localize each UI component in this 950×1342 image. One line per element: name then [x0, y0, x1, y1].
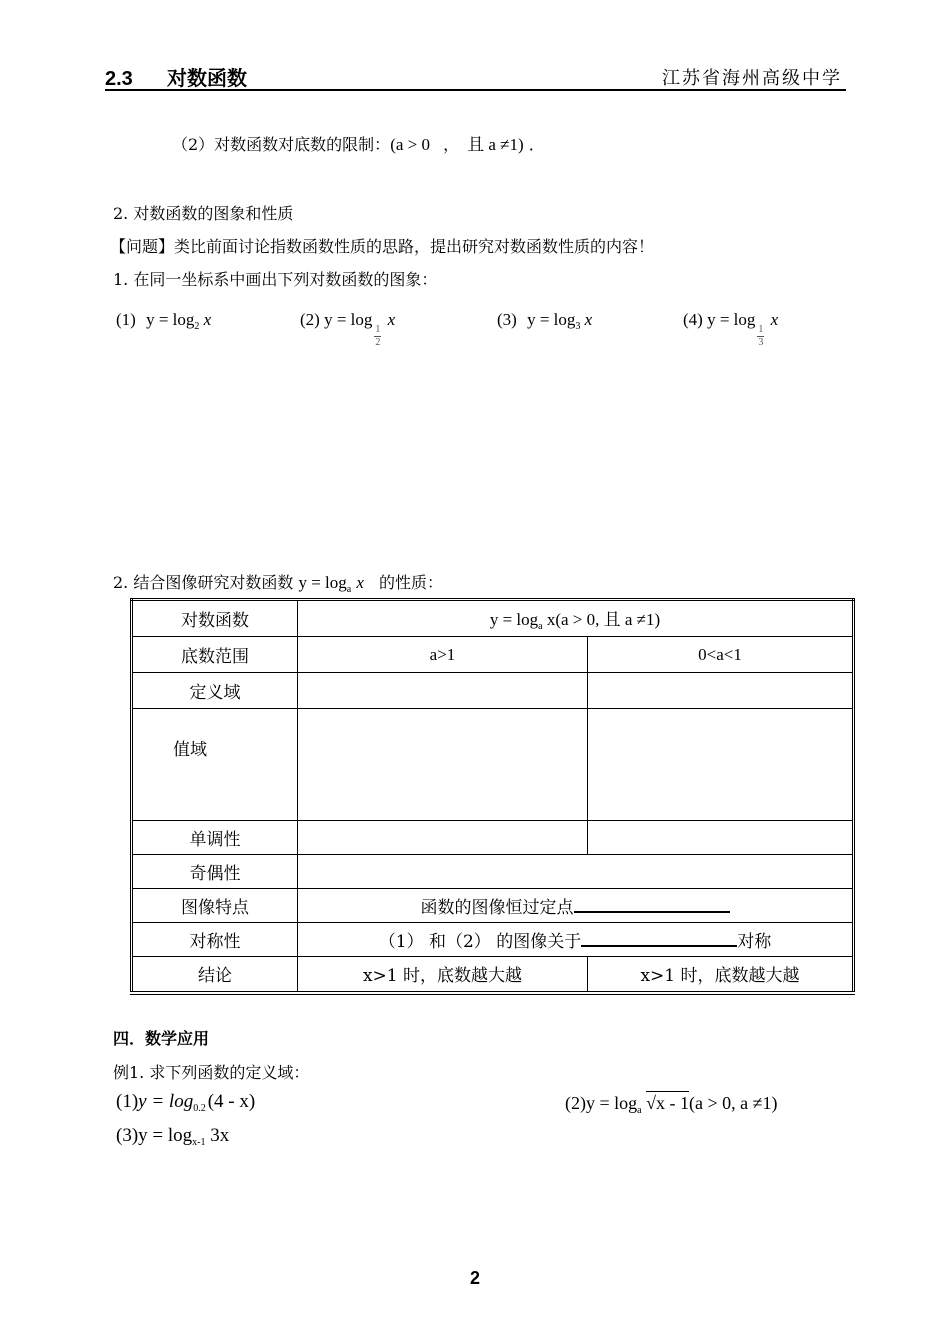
- task-2: 2. 结合图像研究对数函数 $y = \log_a x$ 的性质：: [113, 573, 443, 595]
- function-definition: $y = \log_a x(a > 0$, 且 a ≠1): [298, 600, 854, 637]
- graph-func-4: (4) y = log $\frac{1}{3}$ x: [683, 310, 779, 348]
- table-row: [132, 923, 854, 957]
- properties-table: [130, 598, 855, 995]
- conclusion-cell: x>1 时，底数越大越: [298, 957, 588, 993]
- row-label: 对称性: [132, 923, 298, 957]
- task-1: 1. 在同一坐标系中画出下列对数函数的图象：: [113, 270, 438, 289]
- problem-1: $(1)y = \log_{0.2} (4 - x)$: [116, 1091, 256, 1114]
- answer-cell[interactable]: [298, 821, 588, 855]
- answer-cell[interactable]: [298, 673, 588, 709]
- row-label: 图像特点: [132, 889, 298, 923]
- section-title: 对数函数: [167, 68, 247, 90]
- table-row: [132, 637, 854, 673]
- conclusion-cell: x>1 时，底数越大越: [588, 957, 854, 993]
- fill-blank[interactable]: [581, 931, 737, 947]
- graph-func-2: (2) y = log $\frac{1}{2}$ x: [300, 310, 396, 348]
- answer-cell[interactable]: [298, 855, 854, 889]
- table-row: [132, 673, 854, 709]
- example-1: 例1. 求下列函数的定义域：: [113, 1063, 310, 1082]
- graph-func-1: (1) $y = \log_2 x$: [116, 310, 212, 332]
- table-row: [132, 709, 854, 821]
- row-label: 值域: [132, 709, 298, 821]
- answer-cell[interactable]: [588, 709, 854, 821]
- cell-base-gt-1: a>1: [298, 637, 588, 673]
- table-row: [132, 957, 854, 993]
- row-label: 底数范围: [132, 637, 298, 673]
- header-divider: [105, 89, 846, 91]
- answer-cell[interactable]: [588, 673, 854, 709]
- row-label: 单调性: [132, 821, 298, 855]
- table-row: [132, 855, 854, 889]
- table-row: [132, 600, 854, 637]
- problem-2: $(2)y = \log_a √x - 1(a > 0$, a ≠1): [565, 1093, 778, 1116]
- fixed-point-cell: 函数的图像恒过定点: [298, 889, 854, 923]
- row-label: 奇偶性: [132, 855, 298, 889]
- section-2-title: 2. 对数函数的图象和性质: [113, 204, 294, 223]
- fill-blank[interactable]: [574, 897, 730, 913]
- section-4-title: 四．数学应用: [113, 1029, 210, 1048]
- question-prompt: 【问题】类比前面讨论指数函数性质的思路，提出研究对数函数性质的内容！: [110, 237, 655, 256]
- problem-3: $(3)y = \log_{x-1} 3x$: [116, 1125, 230, 1148]
- answer-cell[interactable]: [588, 821, 854, 855]
- answer-cell[interactable]: [298, 709, 588, 821]
- header-section: [105, 62, 247, 91]
- school-name: 江苏省海州高级中学: [662, 68, 842, 89]
- base-restriction: （2）对数函数对底数的限制：(a > 0 ， 且 a ≠1) ．: [172, 135, 545, 154]
- graph-func-3: (3) $y = \log_3 x$: [497, 310, 593, 332]
- cell-base-lt-1: 0<a<1: [588, 637, 854, 673]
- row-label: 结论: [132, 957, 298, 993]
- section-number: 2.3: [105, 68, 133, 90]
- table-row: [132, 889, 854, 923]
- row-label: 定义域: [132, 673, 298, 709]
- page-number: 2: [469, 1268, 480, 1288]
- row-label: 对数函数: [132, 600, 298, 637]
- table-row: [132, 821, 854, 855]
- symmetry-cell: （1） 和（2） 的图像关于 对称: [298, 923, 854, 957]
